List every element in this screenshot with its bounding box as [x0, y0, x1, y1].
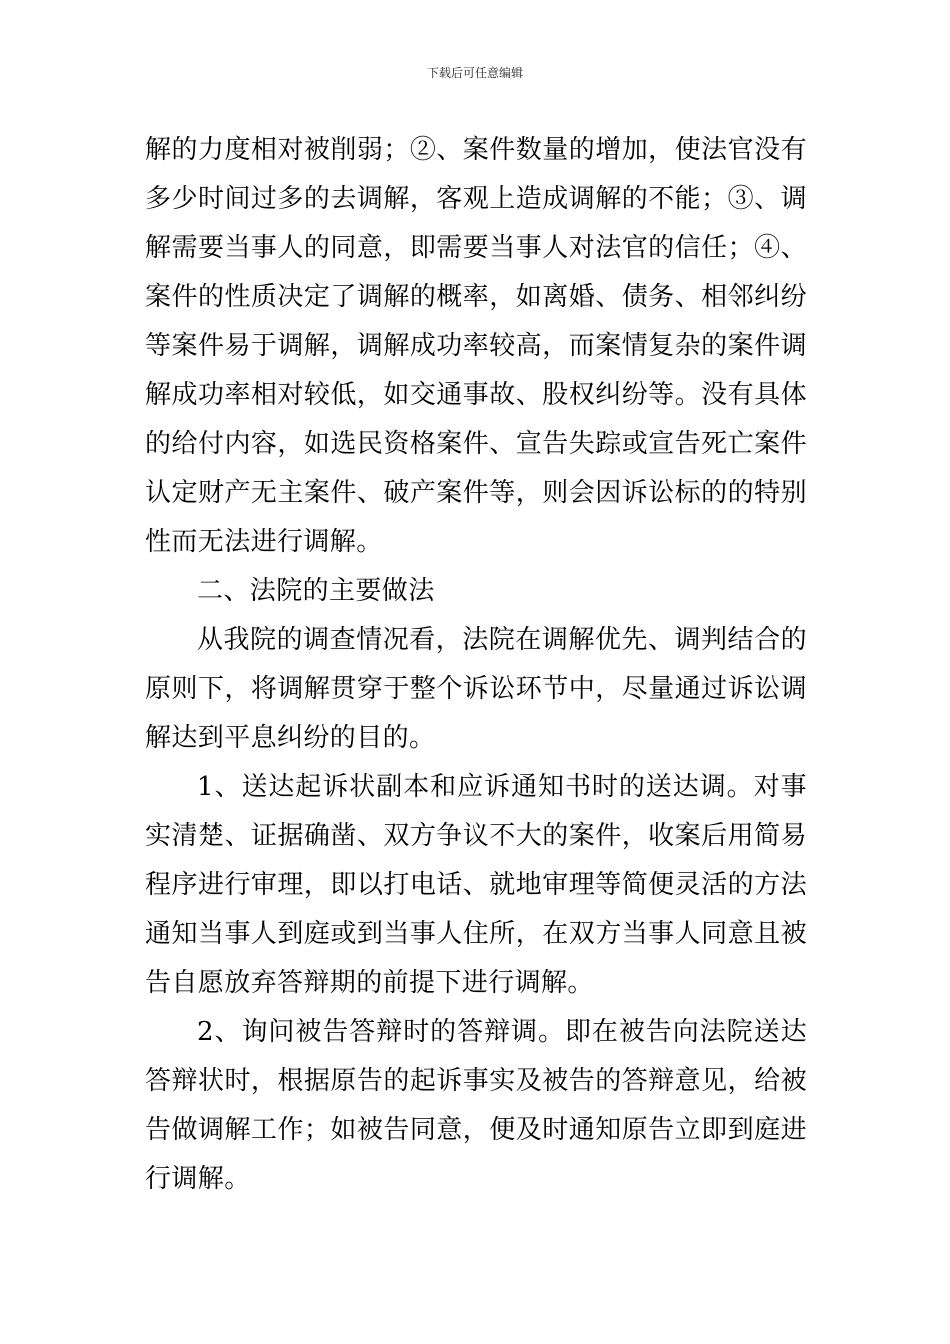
page-header: 下载后可任意编辑: [426, 66, 523, 80]
paragraph-1: 解的力度相对被削弱；②、案件数量的增加，使法官没有多少时间过多的去调解，客观上造成调解的不能；③、调解需要当事人的同意，即需要当事人对法官的信任；④、案件的性质决定了调解的概率，如离婚、债务、相邻纠纷等案件易于调解，调解成功率较高，而案情复杂的案件调解成功率相对较低，如交通事故、股权纠纷等。没有具体的给付内容，如选民资格案件、宣告失踪或宣告死亡案件认定财产无主案件、破产案件等，则会因诉讼标的的特别性而无法进行调解。: [145, 135, 807, 557]
paragraph-3: 从我院的调查情况看，法院在调解优先、调判结合的原则下，将调解贯穿于整个诉讼环节中，尽量通过诉讼调解达到平息纠纷的目的。: [145, 625, 807, 753]
paragraph-5: 2、询问被告答辩时的答辩调。即在被告向法院送达答辩状时，根据原告的起诉事实及被告的答辩意见，给被告做调解工作；如被告同意，便及时通知原告立即到庭进行调解。: [145, 1017, 807, 1194]
document-body: [145, 126, 807, 1204]
paragraph-4: 1、送达起诉状副本和应诉通知书时的送达调。对事实清楚、证据确凿、双方争议不大的案件，收案后用简易程序进行审理，即以打电话、就地审理等简便灵活的方法通知当事人到庭或到当事人住所，在双方当事人同意且被告自愿放弃答辩期的前提下进行调解。: [145, 772, 807, 998]
section-heading: 二、法院的主要做法: [197, 576, 435, 606]
